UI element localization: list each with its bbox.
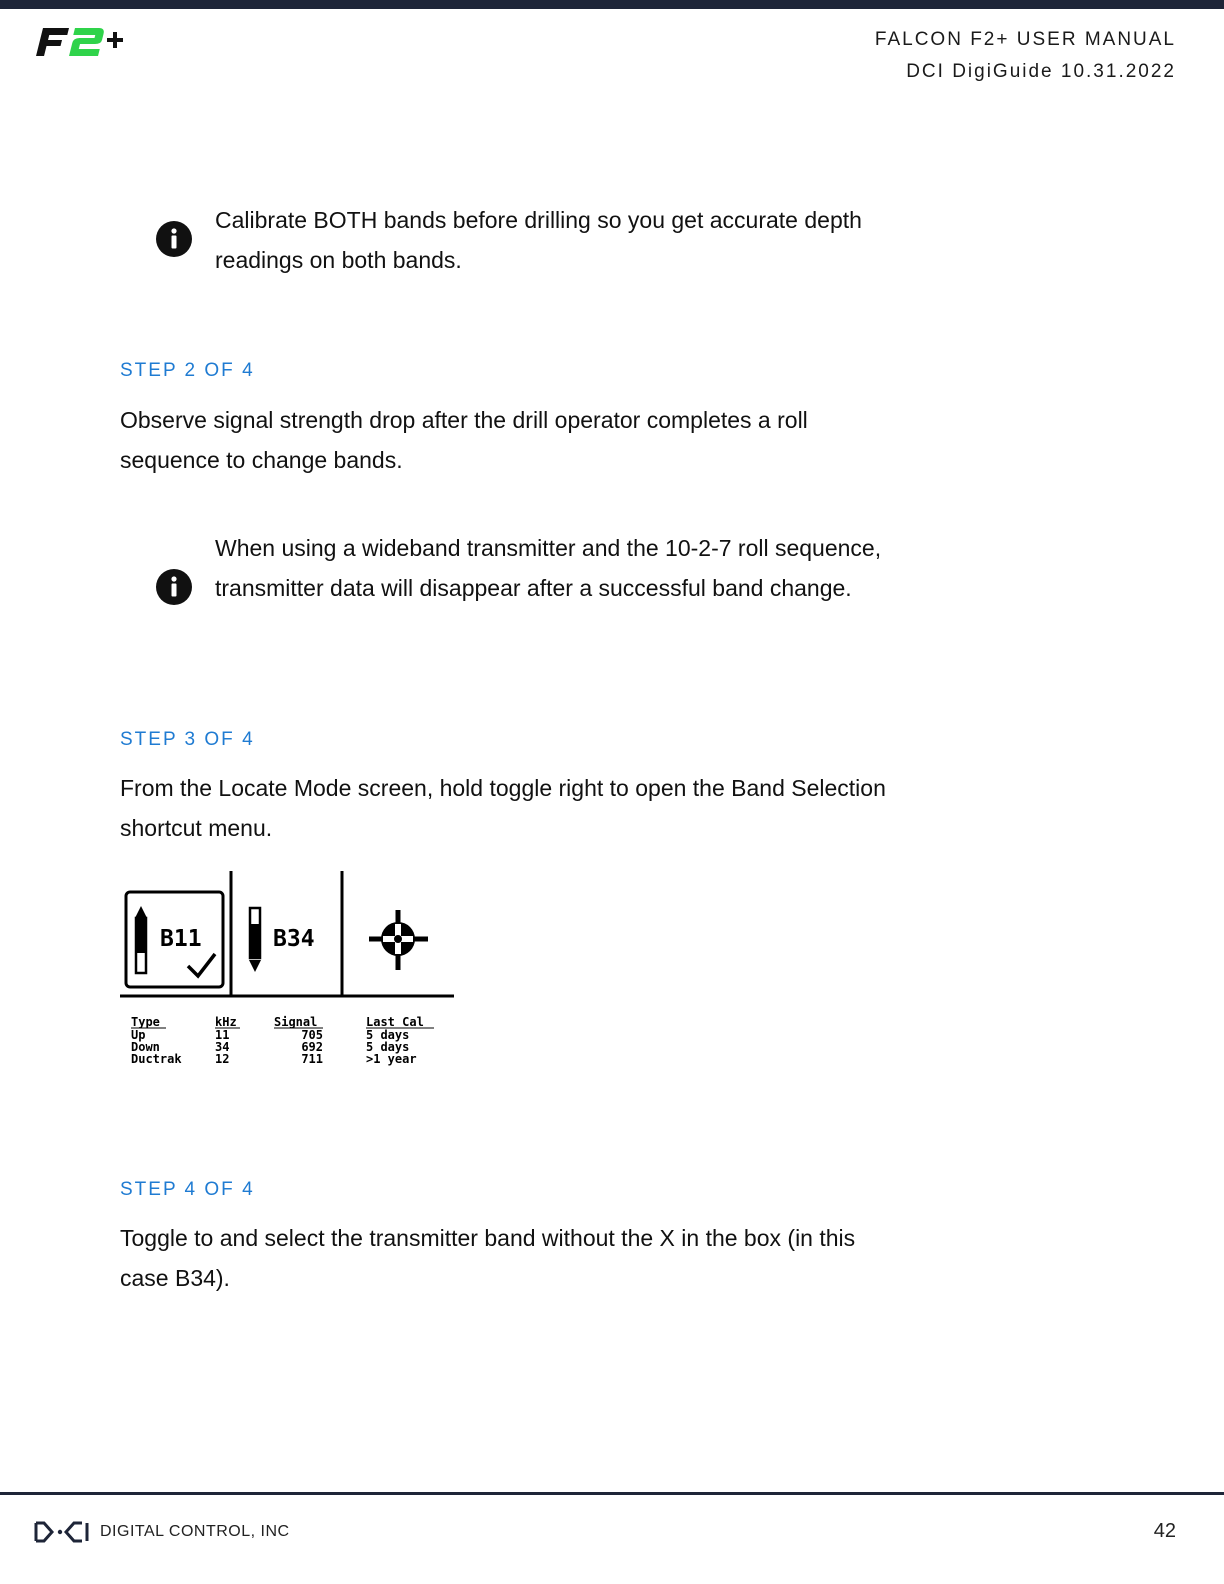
svg-text:5 days: 5 days	[366, 1028, 410, 1042]
transmitter-down-icon	[249, 908, 261, 972]
transmitter-up-icon	[135, 906, 147, 973]
band-selection-screen	[118, 866, 463, 1076]
info-note	[155, 528, 882, 648]
svg-text:5 days: 5 days	[366, 1040, 410, 1054]
page-header	[875, 24, 1176, 88]
svg-text:692: 692	[301, 1040, 323, 1054]
top-bar	[0, 0, 1224, 9]
step-4-text: Toggle to and select the transmitter band without the X in the box (in this case B34).	[120, 1225, 856, 1291]
step-2-text: Observe signal strength drop after the drill operator completes a roll sequence to change bands.	[120, 407, 808, 473]
info-icon	[155, 220, 193, 258]
info-icon	[155, 568, 193, 606]
guide-version: DCI DigiGuide 10.31.2022	[906, 61, 1176, 82]
step-2-label: STEP 2 OF 4	[120, 360, 255, 381]
checkmark-icon	[188, 954, 215, 976]
footer-divider	[0, 1492, 1224, 1495]
table-header: Last Cal	[366, 1015, 424, 1029]
svg-text:12: 12	[215, 1052, 230, 1066]
band-label: B34	[273, 926, 315, 952]
info-note	[155, 200, 875, 280]
band-option-b34[interactable]	[249, 908, 315, 972]
note-text: When using a wideband transmitter and the 10-2-7 roll sequence, transmitter data will disappear after a successful band change.	[215, 535, 882, 601]
step-3-text: From the Locate Mode screen, hold toggle right to open the Band Selection shortcut menu.	[120, 775, 886, 841]
svg-text:Ductrak: Ductrak	[131, 1052, 182, 1066]
footer-company: DIGITAL CONTROL, INC	[100, 1523, 290, 1540]
note-text: Calibrate BOTH bands before drilling so you get accurate depth readings on both bands.	[215, 207, 862, 273]
svg-text:11: 11	[215, 1028, 230, 1042]
step-3-label: STEP 3 OF 4	[120, 729, 255, 750]
band-label: B11	[160, 926, 202, 952]
svg-text:>1 year: >1 year	[366, 1052, 417, 1066]
svg-text:34: 34	[215, 1040, 230, 1054]
svg-text:705: 705	[301, 1028, 323, 1042]
step-4-label: STEP 4 OF 4	[120, 1179, 255, 1200]
table-header: Signal	[274, 1015, 318, 1029]
page-number: 42	[1153, 1520, 1176, 1542]
table-header: Type	[131, 1015, 160, 1029]
table-header: kHz	[215, 1015, 237, 1029]
calibration-table	[131, 1015, 434, 1066]
dci-logo	[34, 1520, 90, 1544]
svg-text:Down: Down	[131, 1040, 160, 1054]
svg-text:711: 711	[301, 1052, 323, 1066]
table-row	[131, 1052, 417, 1066]
f2-plus-logo	[34, 24, 126, 60]
band-option-b11[interactable]	[126, 892, 223, 987]
svg-text:Up: Up	[131, 1028, 146, 1042]
manual-title: FALCON F2+ USER MANUAL	[874, 29, 1176, 50]
crosshair-icon[interactable]	[369, 910, 428, 970]
